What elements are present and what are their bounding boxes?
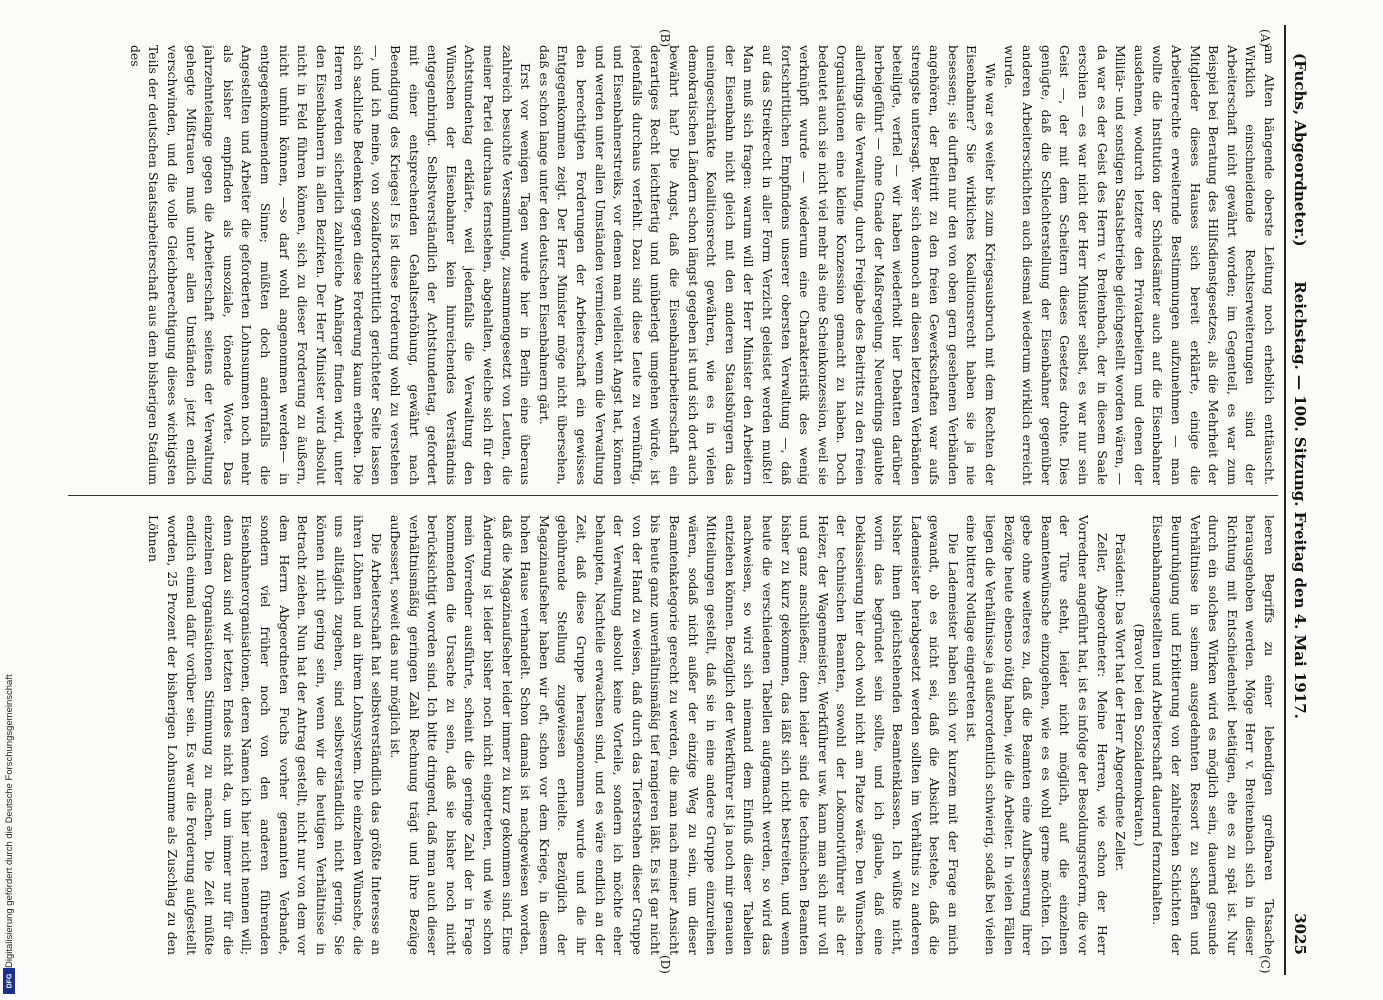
- paragraph: Erst vor wenigen Tagen wurde hier in Berlin eine überaus zahlreich besuchte Versammlung, zusammengesetzt von Leuten, die meiner Partei durchaus fernstehen, abgehalten, welche sich für den Achtstundentag erklärte, weil jedenfalls die Verwaltung den Wünschen der Eisenbahner kein hinreichendes Verständnis entgegenbringt. Selbstverständlich der Achtstundentag, gefordert mit einer entsprechenden Gehaltserhöhung, gewährt nach Beendigung des Krieges! Es ist diese Forderung wohl zu verstehen —, und ich meine, von sozialfortschrittlich gerichteter Seite lassen sich sachliche Bedenken gegen diese Forderung kaum erheben. Die Herren werden sicherlich zahlreiche Anhänger finden wird, unter den Eisenbahnern in allen Bezirken. Der Herr Minister wird absolut nicht in Feld führen können, sich zu dieser Forderung zu äußern, nicht umhin können, —so darf wohl angenommen werden— in entgegenkommendem Sinne; müßten doch andernfalls die Angestellten und Arbeiter die geforderten Lohnsummen noch mehr als bisher empfinden als unsoziale, tönende Worte. Das jahrzehntelange gegen die Arbeiterschaft seitens der Verwaltung gehegte Mißtrauen muß unter allen Umständen jetzt endlich verschwinden, und die volle Gleichberechtigung dieses wichtigsten Teils der deutschen Staatsarbeiterschaft aus dem bisherigen Stadium des: [127, 45, 534, 485]
- paragraph: Zeller, Abgeordneter: Meine Herren, wie schon der Herr Vorredner angeführt hat, ist es infolge der Besoldungsreform, die vor der Türe steht, leider nicht möglich, auf die einzelnen Beamtenwünsche einzugehen, wie es es wohl gerne möchten. Ich gebe ohne weiteres zu, daß die Beamten eine Aufbesserung ihrer Bezüge heute ebenso nötig haben, wie die Arbeiter. In vielen Fällen liegen die Verhältnisse ja außerordentlich schwierig, sodaß bei vielen eine bittere Notlage eingetreten ist.: [964, 515, 1110, 955]
- margin-marker-b: (B): [658, 29, 672, 48]
- left-column: [68, 45, 1278, 485]
- applause-note: (Bravo! bei den Sozialdemokraten.): [1131, 623, 1147, 847]
- paragraph: leeren Begriffs zu einer lebendigen greifbaren Tatsache herausgehoben werden. Möge Herr v. Breitenbach sich in dieser Richtung mit Entschiedenheit betätigen, ehe es zu spät ist. Nur durch ein solches Wirken wird es möglich sein, dauernd gesunde Verhältnisse in seinem ausgedehnten Ressort zu schaffen und Beunruhigung und Erbitterung von der zahlreichen Schichten der Eisenbahnangestellten und Arbeiterschaft dauernd fernzuhalten.: [1150, 515, 1277, 955]
- paragraph: Die Arbeiterschaft hat selbstverständlich das größte Interesse an ihren Löhnen und an ihrem Lohnsystem. Die einzelnen Wünsche, die uns alltäglich zugehen, sind selbstverständlich nicht gering. Sie können nicht gering sein, wenn wir die heutigen Verhältnisse in Betracht ziehen. Nun hat der Antrag gestellt, nicht nur von dem vor dem Herrn Abgeordneten Fuchs vorher genannten Verbande, sondern viel früher noch von den anderen führenden Eisenbahnerorganisationen, deren Namen ich hier nicht nennen will; denn dazu sind wir letzten Endes nicht da, um immer nur für die einzelnen Organisationen Stimmung zu machen. Die Zeit müßte endlich einmal dafür vorüber sein. Es war die Forderung aufgestellt worden, 25 Prozent der bisherigen Lohnsumme als Zuschlag zu den Löhnen: [146, 515, 385, 955]
- paragraph: Die Lademeister haben sich vor kurzem mit der Frage an mich gewandt, ob es nicht sei, daß die Absicht bestehe, daß die Lademeister herabgesetzt werden sollten im Verhältnis zu anderen bisher ihnen gleichstehenden Beamtenklassen. Ich wüßte nicht, worin das begründet sein sollte, und ich glaube, daß eine Deklassierung hier doch wohl nicht am Platze wäre. Den Wünschen der technischen Beamten, sowohl der Lokomotivführer als der Heizer, der Wagenmeister, Werkführer usw. kann man sich nur voll und ganz anschließen; denn leider sind die technischen Beamten bisher zu kurz gekommen, das läßt sich nicht bestreiten, und wenn heute die verschiedenen Tabellen aufgemacht werden, so wird das nachweisen, so wird sich niemand dem Einfluß dieser Tabellen entziehen können. Bezüglich der Werkführer ist ja noch mir genauen Mitteilungen gestellt, daß sie in eine andere Gruppe einzureihen wären, sodaß nicht außer der einzige Weg zu sein, um dieser Beamtenkategorie gerecht zu werden, die man nach meiner Ansicht bis heute ganz unverhältnismäßig tief rangieren läßt. Es ist gar nicht von der Hand zu weisen, daß durch das Tieferstehen dieser Gruppe der Verwaltung absolut keine Vorteile, sondern ich möchte eher behaupten, Nachteile erwachsen sind, und es wäre endlich an der Zeit, daß diese Gruppe herausgenommen wurde und die ihr gebührende Stellung zugewiesen erhielte. Bezüglich der Magazinaufseher haben wir oft, schon vor dem Kriege, in diesem hohen Hause verhandelt. Schon damals ist nachgewiesen worden, daß die Magazinaufseher leider immer zu kurz gekommen sind. Eine Änderung ist leider bisher noch nicht eingetreten, und wie schon mein Vorredner ausführte, scheint die geringe Zahl der in Frage kommenden die Ursache zu sein, daß sie bisher noch nicht berücksichtigt worden sind. Ich bitte dringend, daß man auch dieser verhältnismäßig geringen Zahl Rechnung trägt und ihre Bezüge aufbessert, soweit das nur möglich ist.: [388, 515, 961, 955]
- paragraph: am Alten hängende oberste Leitung noch erheblich enttäuscht. Wirklich einschneidende Rechtserweiterungen sind der Arbeiterschaft nicht gewährt worden; im Gegenteil, es war zum Beispiel bei Beratung des Hilfsdienstgesetzes, als die Mehrheit der Mitglieder dieses Hauses sich bereit erklärte, einige die Arbeiterrechte erweiternde Bestimmungen aufzunehmen — man wollte die Institution der Schiedsämter auch auf die Eisenbahner ausdehnen, wodurch letztere den Privatarbeitern und denen der Militär- und sonstigen Staatsbetriebe gleichgestellt worden wären, — da war es der Geist des Herrn v. Breitenbach, der in diesem Saale erschien — es war nicht der Herr Minister selbst, es war nur sein Geist —, der mit dem Scheitern dieses Gesetzes drohte. Dies genügte, daß die Schlechterstellung der Eisenbahner gegenüber anderen Arbeiterschichten auch diesmal wiederum wirklich erreicht wurde.: [1001, 45, 1277, 485]
- page-number: 3025: [1291, 913, 1309, 955]
- dfg-logo-text: DFG: [6, 973, 14, 989]
- header-title: Reichstag. — 100. Sitzung. Freitag den 4. Mai 1917.: [1291, 281, 1309, 719]
- header-speaker: (Fuchs, Abgeordneter.): [1291, 53, 1309, 247]
- margin-marker-c: (C): [1258, 955, 1272, 974]
- digitization-credit: Digitalisierung gefördert durch die Deutsche Forschungsgemeinschaft: [4, 674, 15, 968]
- page-area: [62, 25, 1312, 975]
- right-column: [68, 515, 1278, 955]
- president-statement: Präsident: Das Wort hat der Herr Abgeordnete Zeller.: [1113, 533, 1129, 872]
- page-header: [1284, 25, 1312, 975]
- rotated-page: [62, 25, 1312, 975]
- margin-marker-a: (A): [1258, 29, 1272, 48]
- dfg-logo: [3, 968, 15, 994]
- paragraph: Wie war es weiter bis zum Kriegsausbruch mit dem Rechten der Eisenbahner? Sie wirkliches Koalitionsrecht haben sie ja nie besessen; sie durften nur den von oben gern gesehenen Verbänden angehören, der Beitritt zu den freien Gewerkschaften war aufs strengste untersagt. Wer sich dennoch an diesen letzteren Verbänden beteiligte, verfiel — wir haben wiederholt hier Debatten darüber herbeigeführt — ohne Gnade der Maßregelung. Neuerdings glaubte allerdings die Verwaltung, durch Freigabe des Beitritts zu den freien Organisationen eine kleine Konzession gemacht zu haben. Doch bedeutet auch sie nicht viel mehr als eine Scheinkonzession, weil sie verknüpft wurde — wiederum eine Charakteristik des wenig fortschrittlichen Empfindens unserer obersten Verwaltung —, daß auf das Streikrecht in aller Form Verzicht geleistet werden mußte! Man muß sich fragen: warum will der Herr Minister den Arbeitern der Eisenbahn nicht gleich mit den anderen Staatsbürgern das uneingeschränkte Koalitionsrecht gewähren, wie es in vielen demokratischen Ländern schon längst gegeben ist und sich dort auch bewährt hat? Die Angst, daß die Eisenbahnarbeiterschaft ein derartiges Recht leichtfertig und unüberlegt umgehen würde, ist jedenfalls durchaus verfehlt. Dazu sind diese Leute zu vernünftig, und Eisenbahnerstreiks, vor denen man vielleicht Angst hat, können und werden unter allen Umständen vermieden, wenn die Verwaltung den berechtigten Forderungen der Arbeiterschaft ein gewisses Entgegenkommen zeigt. Der Herr Minister möge nicht übersehen, daß es schon lange unter den deutschen Eisenbahnern gärt.: [536, 45, 999, 485]
- margin-marker-d: (D): [658, 955, 672, 974]
- column-divider: [68, 495, 1278, 496]
